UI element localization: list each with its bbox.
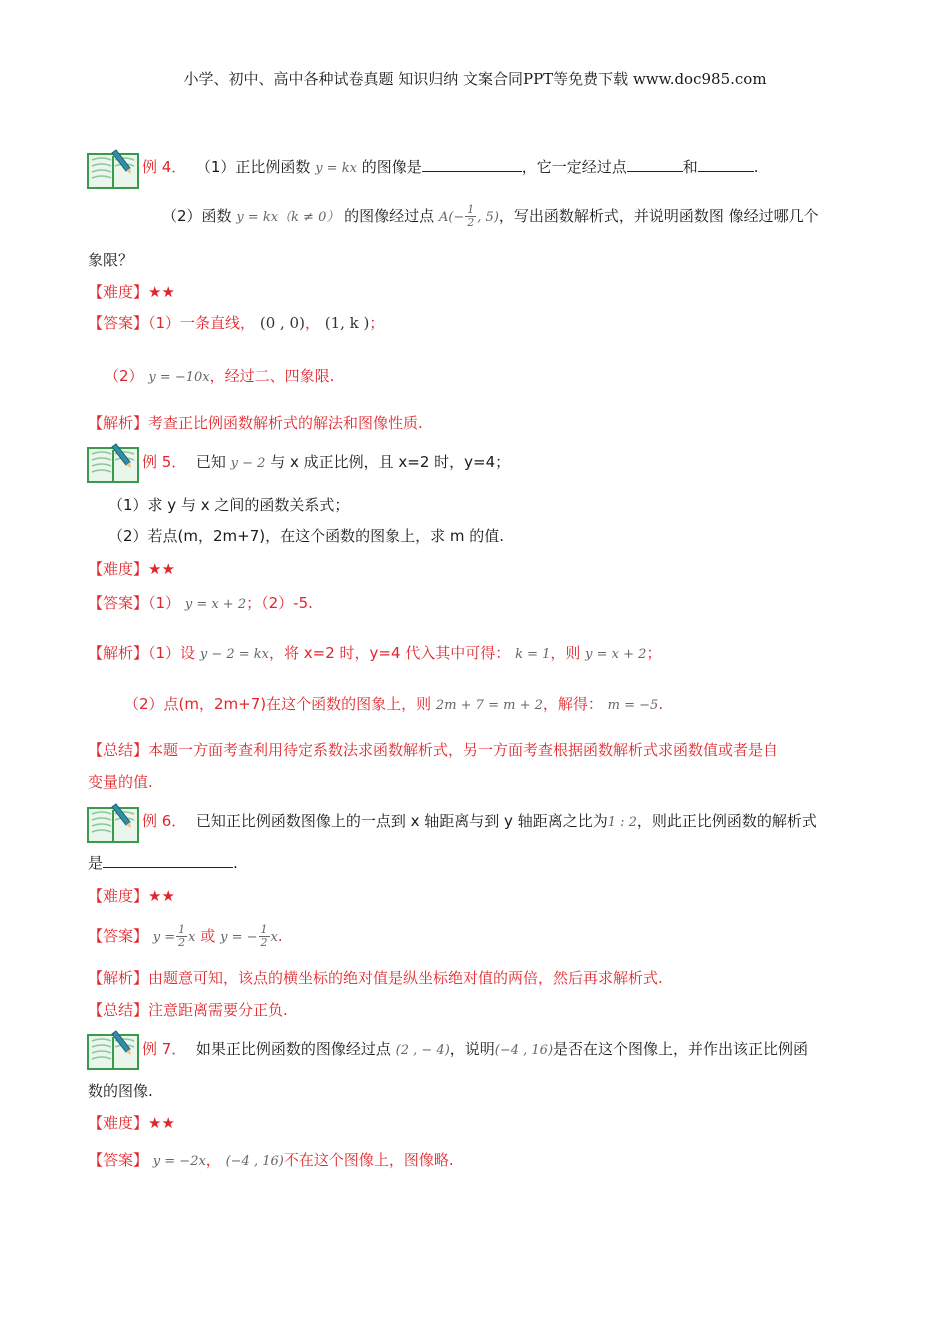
example-5-sub-2: （2）若点(m，2m+7)，在这个函数的图象上，求 m 的值. [108,527,505,545]
analysis-label: 【解析】 [88,969,149,987]
equation: (−4 , 16) [225,1154,284,1169]
difficulty-stars: ★★ [148,560,175,578]
book-pencil-icon [86,1027,142,1071]
page-header: 小学、初中、高中各种试卷真题 知识归纳 文案合同PPT等免费下载 www.doc985.com [183,70,767,88]
answer-label: 【答案】 [88,314,149,332]
text: 的图像经过点 [344,207,435,225]
answer-label: 【答案】 [88,927,149,945]
difficulty-stars: ★★ [148,887,175,905]
text: ，则此正比例函数的解析式 [636,812,817,830]
equation: 1 : 2 [607,815,637,830]
text: （2）点(m，2m+7)在这个函数的图象上，则 [124,695,432,713]
text: 由题意可知，该点的横坐标的绝对值是纵坐标绝对值的两倍，然后再求解析式. [148,969,663,987]
text: ，写出函数解析式，并说明函数图 像经过哪几个 [498,207,819,225]
example-4-question-2 [162,204,819,229]
example-6-answer [88,924,283,949]
difficulty-line [88,282,175,302]
answer-blank[interactable] [627,157,683,172]
difficulty-line [88,886,175,906]
answer-label: 【答案】 [88,1151,149,1169]
equation: y = kx [315,161,357,176]
equation: (1, k ) [324,314,370,332]
answer-blank[interactable] [103,853,233,868]
equation: (−4 , 16) [494,1043,554,1058]
difficulty-label: 【难度】 [88,1114,149,1132]
example-5-sub-1: （1）求 y 与 x 之间的函数关系式； [108,496,350,514]
text: （2） [104,367,144,385]
fraction-denominator: 2 [178,936,186,949]
example-4-number: 例 4． [142,158,187,176]
text: 的图像是 [361,158,422,176]
fraction [176,924,187,949]
fraction-numerator: 1 [260,923,268,936]
text: （2）函数 [162,207,232,225]
text: 已知 [195,453,226,471]
equation: y = x + 2 [585,647,647,662]
difficulty-line [88,559,175,579]
difficulty-label: 【难度】 [88,887,149,905]
example-5-answer [88,593,313,615]
text: （1）一条直线， [148,314,256,332]
fraction [465,204,476,229]
example-4-answer-2 [104,366,334,388]
text: 或 [200,927,216,945]
text: 不在这个图像上，图像略. [283,1151,454,1169]
equation: x [270,930,278,945]
equation: A(− [438,210,465,225]
example-5-analysis-1 [88,643,661,665]
fraction-denominator: 2 [260,936,268,949]
difficulty-line [88,1113,175,1133]
example-5-number: 例 5． [142,453,187,471]
book-pencil-icon [86,800,142,844]
text: 如果正比例函数的图像经过点 [195,1040,391,1058]
text: ，它一定经过点 [521,158,627,176]
text: （1）正比例函数 [195,158,311,176]
difficulty-stars: ★★ [148,1114,175,1132]
text: . [233,854,238,872]
example-5-summary-cont: 变量的值. [88,773,153,791]
difficulty-label: 【难度】 [88,283,149,301]
fraction [259,924,270,949]
text: 是否在这个图像上，并作出该正比例函 [553,1040,809,1058]
equation: 2m + 7 = m + 2 [435,698,543,713]
text: （1）设 [148,644,196,662]
text: ， [304,314,320,332]
equation: y = [152,930,176,945]
equation: y = −10x [148,370,210,385]
text: ，将 x=2 时，y=4 代入其中可得： [268,644,511,662]
text: ，说明 [449,1040,495,1058]
book-pencil-icon [86,146,142,190]
text: 与 x 成正比例，且 x=2 时，y=4； [270,453,511,471]
text: . [753,158,759,176]
example-4-analysis [88,413,423,433]
answer-label: 【答案】 [88,594,149,612]
text: 和 [682,158,698,176]
analysis-label: 【解析】 [88,644,149,662]
text: 已知正比例函数图像上的一点到 x 轴距离与到 y 轴距离之比为 [195,812,608,830]
example-6-number: 例 6． [142,812,187,830]
answer-blank[interactable] [698,157,754,172]
text: . [658,695,664,713]
example-4-answer-1 [88,313,384,333]
fraction-denominator: 2 [467,216,475,229]
text: （1） [148,594,181,612]
answer-blank[interactable] [422,157,522,172]
analysis-label: 【解析】 [88,414,149,432]
equation: y = −2x [152,1154,206,1169]
text: ；（2）-5. [246,594,313,612]
equation: m = −5 [607,698,659,713]
equation: , 5) [477,210,499,225]
text: 注意距离需要分正负. [148,1001,288,1019]
text: ； [369,314,385,332]
equation: y = − [220,930,258,945]
book-pencil-icon [86,440,142,484]
difficulty-label: 【难度】 [88,560,149,578]
example-7-question-cont: 数的图像. [88,1082,153,1100]
text: ，经过二、四象限. [209,367,335,385]
equation: y = x + 2 [184,597,247,612]
example-6-summary [88,1000,288,1020]
fraction-numerator: 1 [467,203,475,216]
difficulty-stars: ★★ [148,283,175,301]
example-7-question [142,1039,808,1061]
equation: (2 , − 4) [395,1043,450,1058]
equation: y = kx（k ≠ 0） [236,210,340,225]
example-6-question [142,811,817,833]
text: ，则 [550,644,581,662]
example-7-answer [88,1150,454,1172]
equation: y − 2 [230,456,266,471]
text: ，解得： [542,695,603,713]
example-6-analysis [88,968,663,988]
text: . [277,927,283,945]
summary-label: 【总结】 [88,1001,149,1019]
example-4-question-2-cont: 象限？ [88,251,134,269]
example-5-question [142,452,510,474]
fraction-numerator: 1 [178,923,186,936]
equation: k = 1 [515,647,551,662]
example-4-question-1 [142,157,759,179]
example-5-summary [88,740,778,760]
equation: x [188,930,196,945]
equation: (0 , 0) [259,314,305,332]
text: ； [646,644,662,662]
example-7-number: 例 7． [142,1040,187,1058]
text: 本题一方面考查利用待定系数法求函数解析式，另一方面考查根据函数解析式求函数值或者是自 [148,741,779,759]
example-5-analysis-2 [124,694,663,716]
equation: y − 2 = kx [199,647,269,662]
text: 是 [88,854,104,872]
text: ， [205,1151,221,1169]
summary-label: 【总结】 [88,741,149,759]
text: 考查正比例函数解析式的解法和图像性质. [148,414,423,432]
example-6-question-cont [88,853,238,873]
